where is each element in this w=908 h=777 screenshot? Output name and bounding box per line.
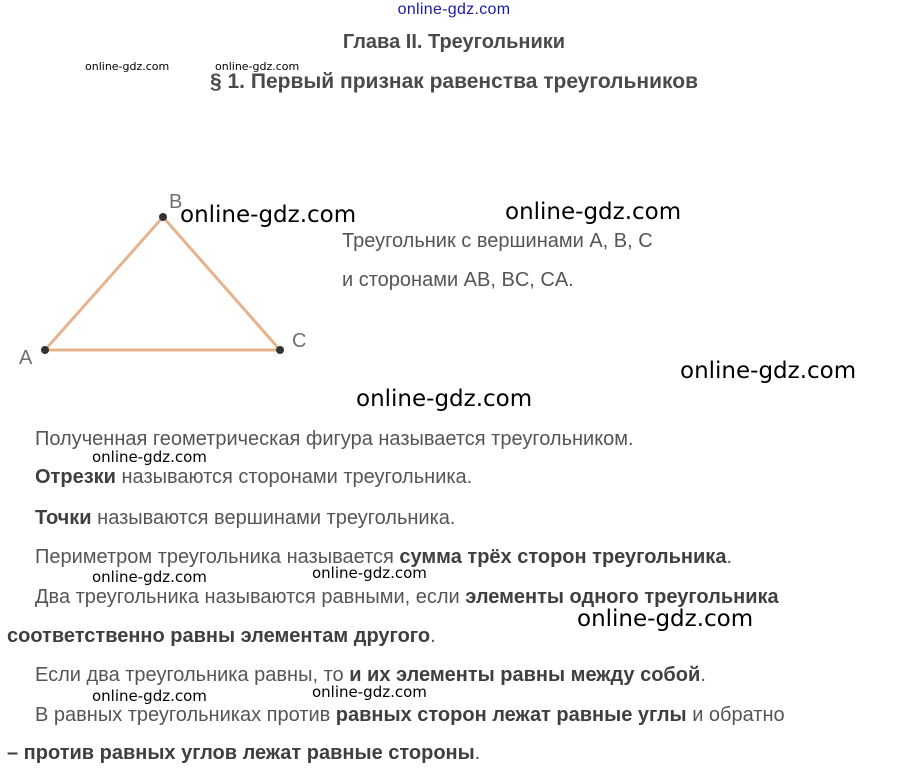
paragraph-sides-angles-line2 <box>7 742 480 765</box>
term-points: Точки <box>35 507 92 529</box>
watermark: online-gdz.com <box>92 687 207 705</box>
vertex-b-point <box>159 213 167 221</box>
watermark: online-gdz.com <box>505 199 682 225</box>
figure-caption-line1: Треугольник с вершинами A, B, C <box>342 230 653 252</box>
watermark: online-gdz.com <box>85 60 170 73</box>
paragraph-equal-end: . <box>430 625 436 647</box>
paragraph-sides-text: называются сторонами треугольника. <box>115 466 473 488</box>
paragraph-equal-triangles-line2 <box>7 625 436 648</box>
vertex-c-label: C <box>292 330 307 352</box>
paragraph-perimeter-end: . <box>726 546 732 568</box>
term-equal-sides-angles: равных сторон лежат равные углы <box>335 704 687 726</box>
watermark-top: online-gdz.com <box>397 1 511 18</box>
paragraph-elements-start: Если два треугольника равны, то <box>35 664 350 686</box>
watermark: online-gdz.com <box>356 386 533 412</box>
paragraph-sides <box>35 466 472 489</box>
vertex-b-label: B <box>169 191 183 213</box>
vertex-c-point <box>276 346 284 354</box>
term-elements-equal: и их элементы равны между собой <box>349 664 701 686</box>
paragraph-sides-angles-start: В равных треугольниках против <box>35 704 336 726</box>
term-segments: Отрезки <box>35 466 116 488</box>
paragraph-vertices-text: называются вершинами треугольника. <box>91 507 456 529</box>
edge-ab <box>45 217 163 350</box>
term-equal-angles-sides: – против равных углов лежат равные стороны <box>7 742 475 764</box>
section-title: § 1. Первый признак равенства треугольников <box>209 70 698 93</box>
paragraph-perimeter-start: Периметром треугольника называется <box>35 546 400 568</box>
paragraph-sides-angles-line1 <box>35 704 785 727</box>
watermark: online-gdz.com <box>215 60 300 73</box>
watermark: online-gdz.com <box>680 358 857 384</box>
chapter-title: Глава II. Треугольники <box>342 31 566 53</box>
edge-bc <box>163 217 280 350</box>
watermark: online-gdz.com <box>92 448 207 466</box>
watermark: online-gdz.com <box>312 683 427 701</box>
paragraph-elements-end: . <box>700 664 706 686</box>
watermark: online-gdz.com <box>92 568 207 586</box>
vertex-a-label: A <box>19 347 33 369</box>
paragraph-sides-angles-end: . <box>474 742 481 764</box>
term-perimeter-sum: сумма трёх сторон треугольника <box>399 546 727 568</box>
watermark: online-gdz.com <box>312 564 427 582</box>
term-elements-other: соответственно равны элементам другого <box>7 625 431 647</box>
watermark: online-gdz.com <box>577 606 754 632</box>
watermark: online-gdz.com <box>180 202 357 228</box>
paragraph-triangle-definition: Полученная геометрическая фигура называется треугольником. <box>35 428 634 450</box>
term-elements-one: элементы одного треугольника <box>465 586 779 608</box>
paragraph-sides-angles-mid: и обратно <box>686 704 785 726</box>
paragraph-equal-start: Два треугольника называются равными, если <box>35 586 466 608</box>
paragraph-vertices <box>35 507 455 530</box>
vertex-a-point <box>41 346 49 354</box>
figure-caption-line2: и сторонами AB, BC, CA. <box>342 269 574 291</box>
